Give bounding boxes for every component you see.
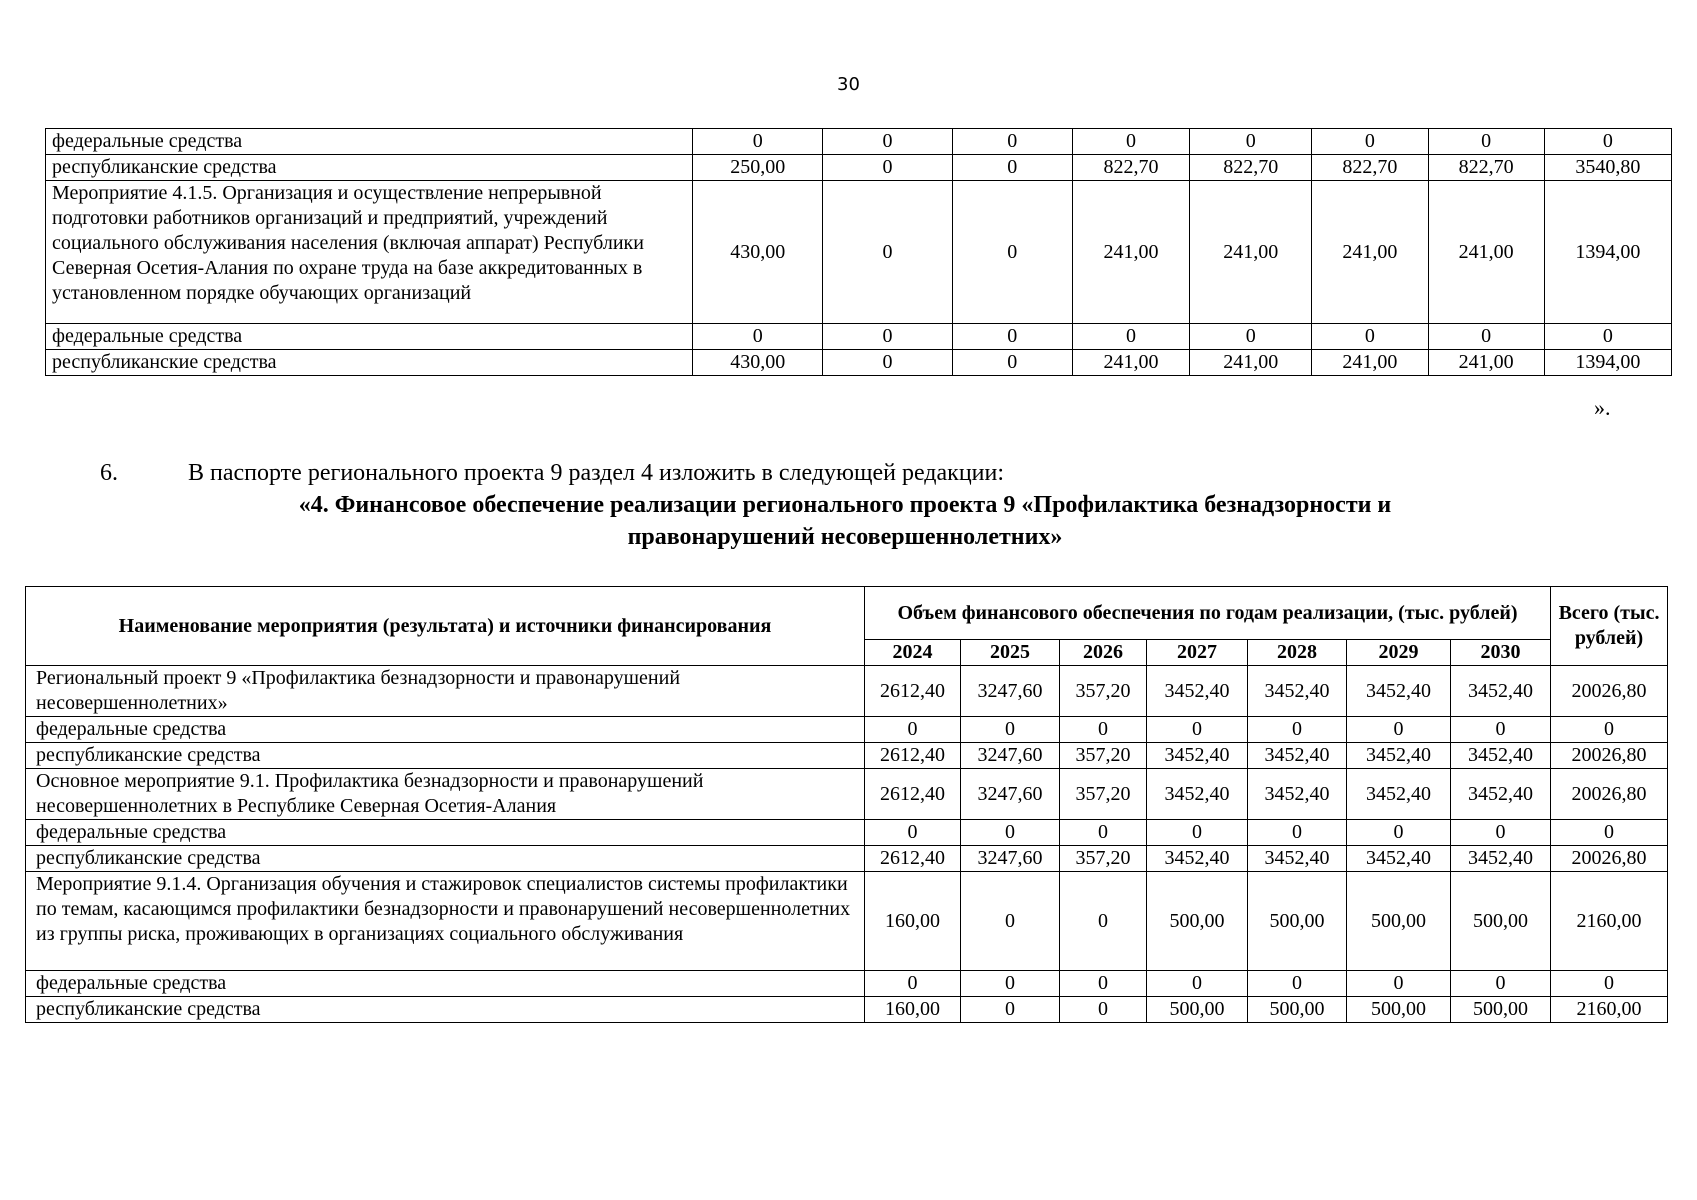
- row-value: 0: [1451, 820, 1551, 846]
- row-value: 0: [1544, 324, 1671, 350]
- row-value: 1394,00: [1544, 181, 1671, 324]
- row-value: 0: [1147, 820, 1248, 846]
- table-row: [26, 971, 1668, 997]
- row-value: 241,00: [1190, 181, 1312, 324]
- row-value: 0: [952, 129, 1072, 155]
- row-value: 0: [1428, 129, 1544, 155]
- row-value: 3247,60: [961, 769, 1060, 820]
- row-name: федеральные средства: [46, 324, 693, 350]
- paragraph-number: 6.: [100, 460, 118, 486]
- row-value: 241,00: [1072, 350, 1189, 376]
- row-value: 3452,40: [1347, 769, 1451, 820]
- row-value: 1394,00: [1544, 350, 1671, 376]
- row-value: 0: [823, 155, 952, 181]
- row-value: 20026,80: [1551, 743, 1668, 769]
- row-value: 0: [1060, 717, 1147, 743]
- row-name: Региональный проект 9 «Профилактика безнадзорности и правонарушений несовершеннолетних»: [26, 666, 865, 717]
- row-value: 0: [1551, 717, 1668, 743]
- row-value: 3452,40: [1347, 846, 1451, 872]
- row-value: 3452,40: [1451, 666, 1551, 717]
- row-value: 500,00: [1147, 872, 1248, 971]
- row-value: 241,00: [1312, 350, 1428, 376]
- row-value: 2612,40: [865, 666, 961, 717]
- row-value: 3452,40: [1147, 743, 1248, 769]
- row-value: 250,00: [693, 155, 823, 181]
- row-value: 0: [1248, 717, 1347, 743]
- row-value: 0: [1072, 129, 1189, 155]
- table-row: [46, 181, 1672, 324]
- header-year: 2027: [1147, 640, 1248, 666]
- row-value: 160,00: [865, 997, 961, 1023]
- row-value: 500,00: [1248, 997, 1347, 1023]
- row-value: 160,00: [865, 872, 961, 971]
- row-name: Мероприятие 9.1.4. Организация обучения и стажировок специалистов системы профилактики по темам, касающимся профилактики безнадзорности и правонарушений несовершеннолетних из группы риска, проживающих в организациях социального обслуживания: [26, 872, 865, 971]
- row-value: 3247,60: [961, 666, 1060, 717]
- row-value: 241,00: [1428, 350, 1544, 376]
- row-value: 500,00: [1451, 997, 1551, 1023]
- table-row: [26, 846, 1668, 872]
- row-value: 0: [865, 717, 961, 743]
- row-value: 0: [1060, 997, 1147, 1023]
- row-value: 3452,40: [1147, 846, 1248, 872]
- header-year: 2025: [961, 640, 1060, 666]
- row-value: 0: [1451, 717, 1551, 743]
- row-value: 3452,40: [1451, 769, 1551, 820]
- row-value: 0: [1060, 971, 1147, 997]
- section-heading: [100, 489, 1590, 553]
- financing-table: [25, 586, 1668, 1023]
- row-value: 0: [1428, 324, 1544, 350]
- row-value: 500,00: [1347, 997, 1451, 1023]
- row-value: 2612,40: [865, 743, 961, 769]
- row-value: 500,00: [1347, 872, 1451, 971]
- table-row: [46, 324, 1672, 350]
- row-value: 0: [693, 324, 823, 350]
- row-name: Основное мероприятие 9.1. Профилактика безнадзорности и правонарушений несовершеннолетних в Республике Северная Осетия-Алания: [26, 769, 865, 820]
- row-value: 0: [823, 324, 952, 350]
- row-value: 0: [1060, 820, 1147, 846]
- row-name: республиканские средства: [46, 155, 693, 181]
- table-row: [26, 820, 1668, 846]
- row-value: 822,70: [1072, 155, 1189, 181]
- row-value: 500,00: [1147, 997, 1248, 1023]
- row-value: 0: [1147, 971, 1248, 997]
- row-value: 0: [1248, 820, 1347, 846]
- page-number: 30: [837, 74, 860, 95]
- row-value: 3247,60: [961, 846, 1060, 872]
- row-value: 0: [961, 872, 1060, 971]
- row-value: 0: [952, 324, 1072, 350]
- row-value: 3452,40: [1248, 769, 1347, 820]
- header-year: 2029: [1347, 640, 1451, 666]
- row-value: 2160,00: [1551, 872, 1668, 971]
- row-value: 822,70: [1428, 155, 1544, 181]
- row-value: 20026,80: [1551, 846, 1668, 872]
- row-name: федеральные средства: [46, 129, 693, 155]
- header-year: 2024: [865, 640, 961, 666]
- row-value: 3452,40: [1451, 743, 1551, 769]
- row-value: 357,20: [1060, 743, 1147, 769]
- row-value: 0: [1451, 971, 1551, 997]
- row-value: 822,70: [1190, 155, 1312, 181]
- closing-quote: ».: [1594, 395, 1611, 420]
- row-value: 20026,80: [1551, 666, 1668, 717]
- row-name: республиканские средства: [26, 743, 865, 769]
- row-value: 3452,40: [1347, 666, 1451, 717]
- row-value: 3452,40: [1147, 666, 1248, 717]
- table-row: [26, 769, 1668, 820]
- section-heading-line-2: правонарушений несовершеннолетних»: [627, 524, 1063, 550]
- row-value: 3540,80: [1544, 155, 1671, 181]
- row-name: федеральные средства: [26, 820, 865, 846]
- row-value: 0: [961, 971, 1060, 997]
- row-value: 0: [693, 129, 823, 155]
- row-value: 3452,40: [1347, 743, 1451, 769]
- header-year: 2026: [1060, 640, 1147, 666]
- row-value: 0: [823, 129, 952, 155]
- table-row: [46, 155, 1672, 181]
- row-value: 430,00: [693, 350, 823, 376]
- header-total: Всего (тыс. рублей): [1551, 587, 1668, 666]
- row-value: 241,00: [1072, 181, 1189, 324]
- row-value: 0: [961, 997, 1060, 1023]
- row-value: 0: [961, 717, 1060, 743]
- paragraph-text: В паспорте регионального проекта 9 раздел 4 изложить в следующей редакции:: [188, 460, 1005, 486]
- row-name: республиканские средства: [26, 846, 865, 872]
- row-value: 0: [1190, 129, 1312, 155]
- row-value: 0: [865, 820, 961, 846]
- row-value: 0: [1551, 820, 1668, 846]
- row-value: 2612,40: [865, 846, 961, 872]
- row-value: 0: [1072, 324, 1189, 350]
- row-value: 0: [1347, 820, 1451, 846]
- row-value: 0: [952, 350, 1072, 376]
- table-row: [46, 350, 1672, 376]
- row-value: 0: [865, 971, 961, 997]
- table-row: [26, 666, 1668, 717]
- row-value: 3247,60: [961, 743, 1060, 769]
- row-value: 500,00: [1248, 872, 1347, 971]
- row-value: 241,00: [1312, 181, 1428, 324]
- row-name: республиканские средства: [46, 350, 693, 376]
- row-name: Мероприятие 4.1.5. Организация и осуществление непрерывной подготовки работников организаций и предприятий, учреждений социального обслуживания населения (включая аппарат) Республики Северная Осетия-Алания по охране труда на базе аккредитованных в установленном порядке обучающих организаций: [46, 181, 693, 324]
- header-year: 2028: [1248, 640, 1347, 666]
- row-value: 0: [1147, 717, 1248, 743]
- row-value: 0: [1551, 971, 1668, 997]
- row-value: 2612,40: [865, 769, 961, 820]
- row-name: федеральные средства: [26, 717, 865, 743]
- row-value: 0: [1312, 129, 1428, 155]
- row-value: 357,20: [1060, 769, 1147, 820]
- header-year: 2030: [1451, 640, 1551, 666]
- table-row: [26, 997, 1668, 1023]
- row-value: 3452,40: [1451, 846, 1551, 872]
- table-row: [46, 129, 1672, 155]
- row-value: 0: [1060, 872, 1147, 971]
- row-value: 3452,40: [1248, 666, 1347, 717]
- row-value: 822,70: [1312, 155, 1428, 181]
- row-name: республиканские средства: [26, 997, 865, 1023]
- row-value: 3452,40: [1248, 846, 1347, 872]
- row-value: 20026,80: [1551, 769, 1668, 820]
- row-value: 0: [952, 155, 1072, 181]
- row-value: 0: [961, 820, 1060, 846]
- row-value: 0: [823, 181, 952, 324]
- row-value: 0: [1544, 129, 1671, 155]
- row-value: 0: [823, 350, 952, 376]
- row-value: 357,20: [1060, 666, 1147, 717]
- row-value: 0: [1190, 324, 1312, 350]
- table-row: [26, 717, 1668, 743]
- row-value: 0: [1347, 717, 1451, 743]
- row-value: 241,00: [1428, 181, 1544, 324]
- row-value: 3452,40: [1248, 743, 1347, 769]
- row-value: 430,00: [693, 181, 823, 324]
- row-value: 241,00: [1190, 350, 1312, 376]
- row-value: 3452,40: [1147, 769, 1248, 820]
- section-heading-line-1: «4. Финансовое обеспечение реализации регионального проекта 9 «Профилактика безнадзорности и: [298, 492, 1392, 518]
- row-value: 2160,00: [1551, 997, 1668, 1023]
- row-value: 0: [1347, 971, 1451, 997]
- header-volume: Объем финансового обеспечения по годам реализации, (тыс. рублей): [865, 587, 1551, 640]
- row-value: 500,00: [1451, 872, 1551, 971]
- header-name: Наименование мероприятия (результата) и источники финансирования: [26, 587, 865, 666]
- financing-table-continued: [45, 128, 1672, 376]
- row-value: 357,20: [1060, 846, 1147, 872]
- row-name: федеральные средства: [26, 971, 865, 997]
- row-value: 0: [1248, 971, 1347, 997]
- table-row: [26, 743, 1668, 769]
- row-value: 0: [952, 181, 1072, 324]
- table-row: [26, 872, 1668, 971]
- row-value: 0: [1312, 324, 1428, 350]
